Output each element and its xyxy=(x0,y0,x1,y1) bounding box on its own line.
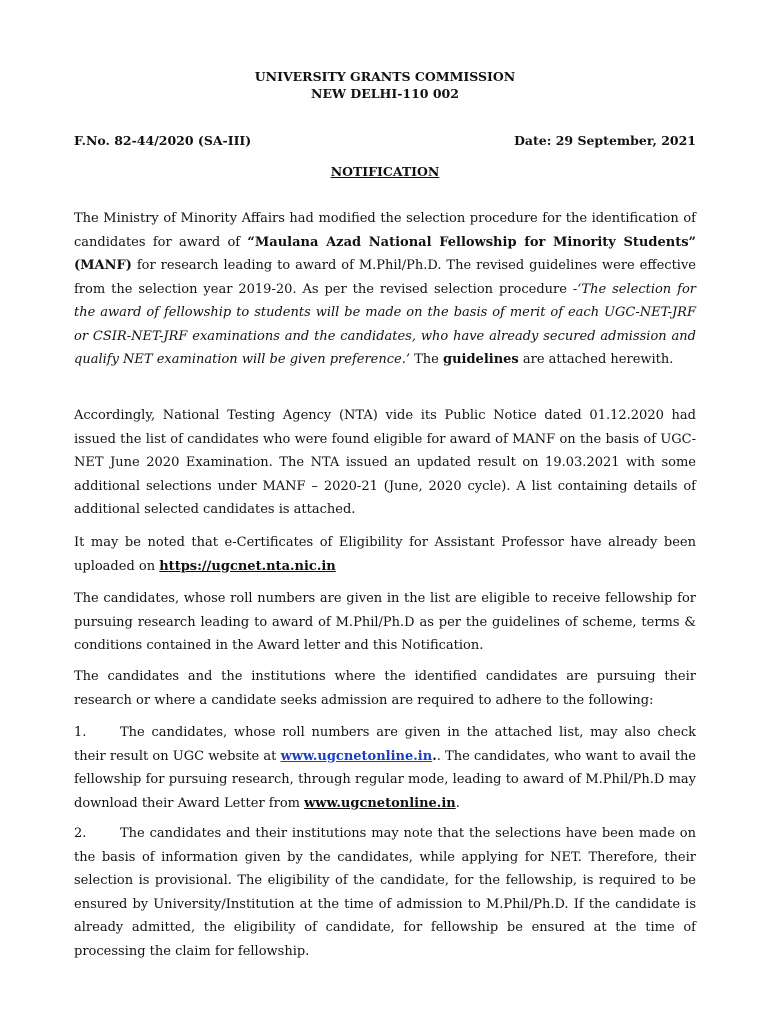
nta-link[interactable]: https://ugcnet.nta.nic.in xyxy=(159,558,336,574)
paragraph-eligibility: The candidates, whose roll numbers are given in the list are eligible to receive fellowship for pursuing research leading to award of M.Phil/Ph.D as per the guidelines of scheme, terms & conditions contained in the Award letter and this Notification. xyxy=(74,591,696,653)
paragraph-intro: The Ministry of Minority Affairs had modified the selection procedure for the identification of candidates for award of “Maulana Azad National Fellowship for Minority Students” (MANF) for research leading to award of M.Phil/Ph.D. The revised guidelines were effective from the selection year 2019-20. As per the revised selection procedure -‘The selection for the award of fellowship to students will be made on the basis of merit of each UGC-NET-JRF or CSIR-NET-JRF examinations and the candidates, who have already secured admission and qualify NET examination will be given preference.’ The guidelines are attached herewith. xyxy=(74,211,696,367)
notice-date: Date: 29 September, 2021 xyxy=(514,133,696,148)
list-item-2: 2. The candidates and their institutions may note that the selections have been made on the basis of information given by the candidates, while applying for NET. Therefore, their selection is provisional. The eligibility of the candidate, for the fellowship, is required to be ensured by University/Institution at the time of admission to M.Phil/Ph.D. If the candidate is already admitted, the eligibility of candidate, for fellowship be ensured at the time of processing the claim for fellowship. xyxy=(74,822,696,963)
ugc-website-link[interactable]: www.ugcnetonline.in xyxy=(280,748,433,764)
paragraph-certificates: It may be noted that e-Certificates of Eligibility for Assistant Professor have already been uploaded on https://ugcnet.nta.nic.in xyxy=(74,535,696,574)
paragraph-nta: Accordingly, National Testing Agency (NTA) vide its Public Notice dated 01.12.2020 had issued the list of candidates who were found eligible for award of MANF on the basis of UGC-NET June 2020 Examination. The NTA issued an updated result on 19.03.2021 with some additional selections under MANF – 2020-21 (June, 2020 cycle). A list containing details of additional selected candidates is attached. xyxy=(74,408,696,517)
item-number: 1. xyxy=(74,725,87,740)
item-number: 2. xyxy=(74,826,87,841)
org-address: NEW DELHI-110 002 xyxy=(311,86,459,101)
selection-quote: ‘The selection for the award of fellowship to students will be made on the basis of merit of each UGC-NET-JRF or CSIR-NET-JRF examinations and the candidates, who have already secured admission and qualify NET examination will be given preference.’ xyxy=(74,281,696,367)
paragraph-adherence: The candidates and the institutions where the identified candidates are pursuing their research or where a candidate seeks admission are required to adhere to the following: xyxy=(74,669,696,708)
scheme-name: “Maulana Azad National Fellowship for Minority Students” (MANF) xyxy=(74,234,696,273)
award-letter-link[interactable]: www.ugcnetonline.in xyxy=(304,795,456,811)
file-number: F.No. 82-44/2020 (SA-III) xyxy=(74,133,252,148)
list-item-1: 1. The candidates, whose roll numbers are given in the attached list, may also check their result on UGC website at www.ugcnetonline.in.. The candidates, who want to avail the fellowship for pursuing research, through regular mode, leading to award of M.Phil/Ph.D may download their Award Letter from www.ugcnetonline.in. xyxy=(74,721,696,815)
notice-title: NOTIFICATION xyxy=(330,164,440,179)
org-name: UNIVERSITY GRANTS COMMISSION xyxy=(254,69,516,84)
guidelines-text: guidelines xyxy=(442,352,519,367)
